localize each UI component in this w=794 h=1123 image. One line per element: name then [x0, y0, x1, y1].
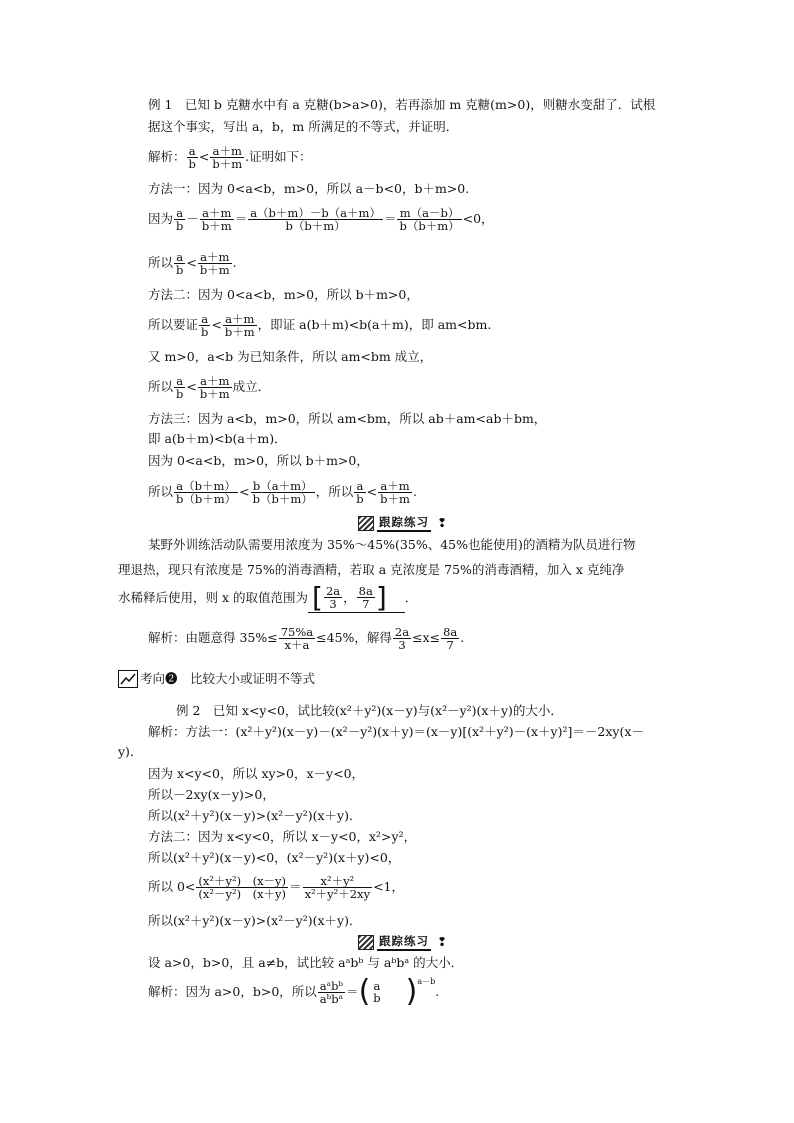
example-2-line-4: 因为 x<y<0，所以 xy>0，x－y<0， [148, 766, 365, 781]
left-paren: ( [358, 974, 371, 1009]
example-1-answer: 解析： $\frac{a}{b}$ < $\frac{a+m}{b+m}$ .证明如下： [148, 143, 312, 171]
left-bracket: [ [312, 580, 323, 614]
example-2-line-5: 所以－2xy(x－y)>0， [148, 787, 275, 802]
method-3-line-3: 因为 0<a<b，m>0，所以 b＋m>0， [148, 453, 369, 468]
answer-blank: [ $\frac{2a}{3}$ ， $\frac{8a}{7}$ ] [308, 584, 405, 613]
method-3-conclusion: 所以 $\frac{a(b+m)}{b(b+m)}$ < $\frac{b(a+m)}{b(b+m)}$ ，所以 $\frac{a}{b}$ < $\frac{a+m}{b+m}$ . [148, 478, 417, 506]
method-2-derivation: 所以要证 $\frac{a}{b}$ < $\frac{a+m}{b+m}$ ，即证 a(b＋m)<b(a＋m)，即 am<bm. [148, 311, 492, 339]
example-2-line-9: 所以 0< $\frac{\text{(x²＋y²) (x－y)}}{\text{(x²－y²) (x＋y)}}$ ＝ $\frac{\text{x²＋y²}}{\text{x²＋y²＋2xy}}$ <1， [148, 873, 405, 901]
practice-1-line-3: 水稀释后使用，则 x 的取值范围为 [ $\frac{2a}{3}$ ， $\frac{8a}{7}$ ] ． [118, 580, 418, 614]
method-2-line: 方法二：因为 0<a<b，m>0，所以 b＋m>0， [148, 287, 419, 302]
notebook-icon [358, 516, 374, 531]
method-2-line-2: 又 m>0，a<b 为已知条件，所以 am<bm 成立， [148, 349, 433, 364]
practice-1-line-1: 某野外训练活动队需要用浓度为 35%～45%(35%、45%也能使用)的酒精为队员进行物 [148, 537, 636, 552]
follow-up-practice-badge: 跟踪练习 ❢ [358, 515, 447, 531]
right-paren: ) [405, 974, 418, 1009]
example-2-line-10: 所以(x²＋y²)(x－y)>(x²－y²)(x＋y)． [148, 913, 362, 928]
practice-2-line-1: 设 a>0，b>0，且 a≠b，试比较 aᵃbᵇ 与 aᵇbᵃ 的大小． [148, 955, 464, 970]
method-1-line: 方法一：因为 0<a<b，m>0，所以 a－b<0，b＋m>0. [148, 181, 470, 196]
method-3-line-2: 即 a(b＋m)<b(a＋m)． [148, 431, 287, 446]
alert-icon: ❢ [437, 935, 448, 949]
example-1-line-1: 例 1 已知 b 克糖水中有 a 克糖(b>a>0)，若再添加 m 克糖(m>0)，则糖水变甜了．试根 [148, 97, 656, 112]
method-1-conclusion: 所以 $\frac{a}{b}$ < $\frac{a+m}{b+m}$ . [148, 249, 237, 277]
practice-1-answer: 解析：由题意得 35%≤ $\frac{75\%a}{x+a}$ ≤45%，解得 $\frac{2a}{3}$ ≤x≤ $\frac{8a}{7}$ . [148, 624, 465, 652]
notebook-icon [358, 935, 374, 950]
example-1-line-2: 据这个事实，写出 a，b，m 所满足的不等式，并证明． [148, 119, 459, 134]
example-2-line-8: 所以(x²＋y²)(x－y)<0，(x²－y²)(x＋y)<0， [148, 850, 401, 865]
example-2-line-2: 解析：方法一：(x²＋y²)(x－y)－(x²－y²)(x＋y)＝(x－y)[(x²＋y²)－(x＋y)²]＝－2xy(x－ [148, 724, 644, 739]
method-3-line: 方法三：因为 a<b，m>0，所以 am<bm，所以 ab＋am<ab＋bm， [148, 411, 547, 426]
right-bracket: ] [375, 580, 387, 614]
fraction: $\frac{a}{b}$ [188, 143, 196, 171]
example-2-line-3: y)． [118, 744, 143, 759]
alert-icon: ❢ [437, 516, 448, 530]
example-2-line-6: 所以(x²＋y²)(x－y)>(x²－y²)(x＋y)． [148, 808, 362, 823]
trend-chart-icon [118, 670, 138, 688]
method-2-conclusion: 所以 $\frac{a}{b}$ < $\frac{a+m}{b+m}$ 成立． [148, 373, 271, 401]
method-1-derivation: 因为 $\frac{a}{b}$ － $\frac{a+m}{b+m}$ ＝ $\frac{a(b+m)-b(a+m)}{b(b+m)}$ ＝ $\frac{m(a-b)}{b(b+m)}$ <0， [148, 205, 494, 233]
practice-1-line-2: 理退热，现只有浓度是 75%的消毒酒精，若取 a 克浓度是 75%的消毒酒精，加入 x 克纯净 [118, 562, 625, 577]
section-2-header: 考向❷ 比较大小或证明不等式 [118, 670, 315, 688]
follow-up-practice-badge: 跟踪练习 ❢ [358, 934, 447, 950]
practice-2-answer: 解析：因为 a>0，b>0，所以 $\frac{\text{aᵃbᵇ}}{\text{aᵇbᵃ}}$ ＝ ( a b ) a－b . [148, 974, 440, 1009]
example-2-line-7: 方法二：因为 x<y<0，所以 x－y<0，x²>y²， [148, 829, 417, 844]
fraction: $\frac{a+m}{b+m}$ [212, 143, 243, 171]
example-2-line-1: 例 2 已知 x<y<0，试比较(x²＋y²)(x－y)与(x²－y²)(x＋y)的大小． [176, 703, 563, 718]
